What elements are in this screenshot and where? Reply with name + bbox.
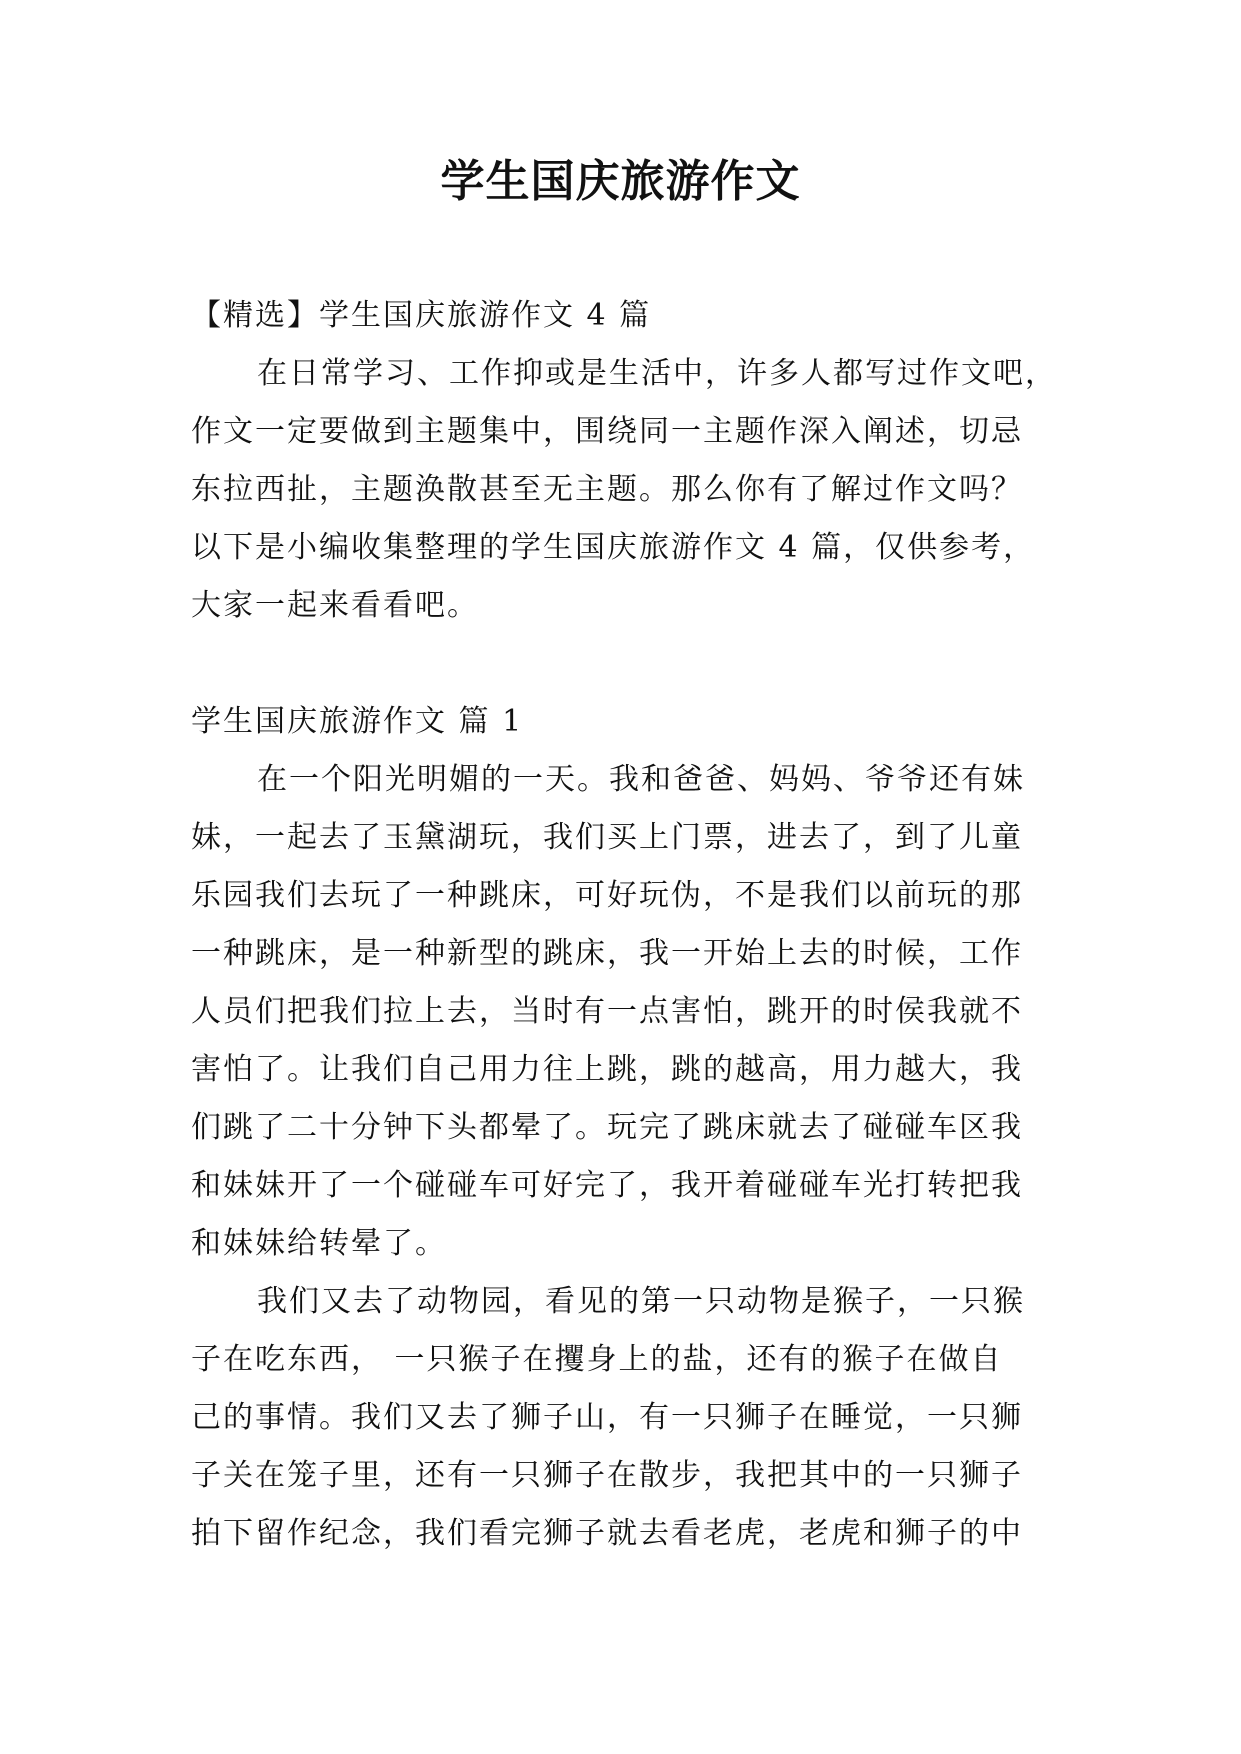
paragraph-line: 拍下留作纪念，我们看完狮子就去看老虎，老虎和狮子的中 <box>191 1516 1023 1551</box>
body-paragraph <box>191 1273 1071 1563</box>
paragraph-line: 乐园我们去玩了一种跳床，可好玩伪，不是我们以前玩的那 <box>191 878 1023 913</box>
intro-paragraph <box>191 345 1071 635</box>
intro-line: 东拉西扯，主题涣散甚至无主题。那么你有了解过作文吗？ <box>191 472 1023 507</box>
section-heading: 学生国庆旅游作文 篇 1 <box>191 704 524 739</box>
paragraph-line: 子在吃东西， 一只猴子在攫身上的盐，还有的猴子在做自 <box>191 1342 1003 1377</box>
paragraph-line: 妹，一起去了玉黛湖玩，我们买上门票，进去了，到了儿童 <box>191 820 1023 855</box>
paragraph-line: 人员们把我们拉上去，当时有一点害怕，跳开的时侯我就不 <box>191 994 1023 1029</box>
paragraph-line: 们跳了二十分钟下头都晕了。玩完了跳床就去了碰碰车区我 <box>191 1110 1023 1145</box>
paragraph-line: 子关在笼子里，还有一只狮子在散步，我把其中的一只狮子 <box>191 1458 1023 1493</box>
intro-line: 在日常学习、工作抑或是生活中，许多人都写过作文吧， <box>257 356 1057 391</box>
document-title: 学生国庆旅游作文 <box>440 156 801 207</box>
paragraph-line: 害怕了。让我们自己用力往上跳，跳的越高，用力越大，我 <box>191 1052 1023 1087</box>
paragraph-line: 己的事情。我们又去了狮子山，有一只狮子在睡觉，一只狮 <box>191 1400 1023 1435</box>
paragraph-line: 一种跳床，是一种新型的跳床，我一开始上去的时候，工作 <box>191 936 1023 971</box>
paragraph-spacer <box>191 635 1071 693</box>
intro-line: 以下是小编收集整理的学生国庆旅游作文 4 篇，仅供参考， <box>191 530 1036 565</box>
body-paragraph <box>191 751 1071 1273</box>
intro-line: 大家一起来看看吧。 <box>191 588 479 623</box>
paragraph-line: 在一个阳光明媚的一天。我和爸爸、妈妈、爷爷还有妹 <box>257 762 1025 797</box>
intro-line: 作文一定要做到主题集中，围绕同一主题作深入阐述，切忌 <box>191 414 1023 449</box>
document-body <box>191 287 1071 1563</box>
paragraph-line: 我们又去了动物园，看见的第一只动物是猴子，一只猴 <box>257 1284 1025 1319</box>
paragraph-line: 和妹妹给转晕了。 <box>191 1226 447 1261</box>
paragraph-line: 和妹妹开了一个碰碰车可好完了，我开着碰碰车光打转把我 <box>191 1168 1023 1203</box>
document-subtitle: 【精选】学生国庆旅游作文 4 篇 <box>191 298 652 333</box>
